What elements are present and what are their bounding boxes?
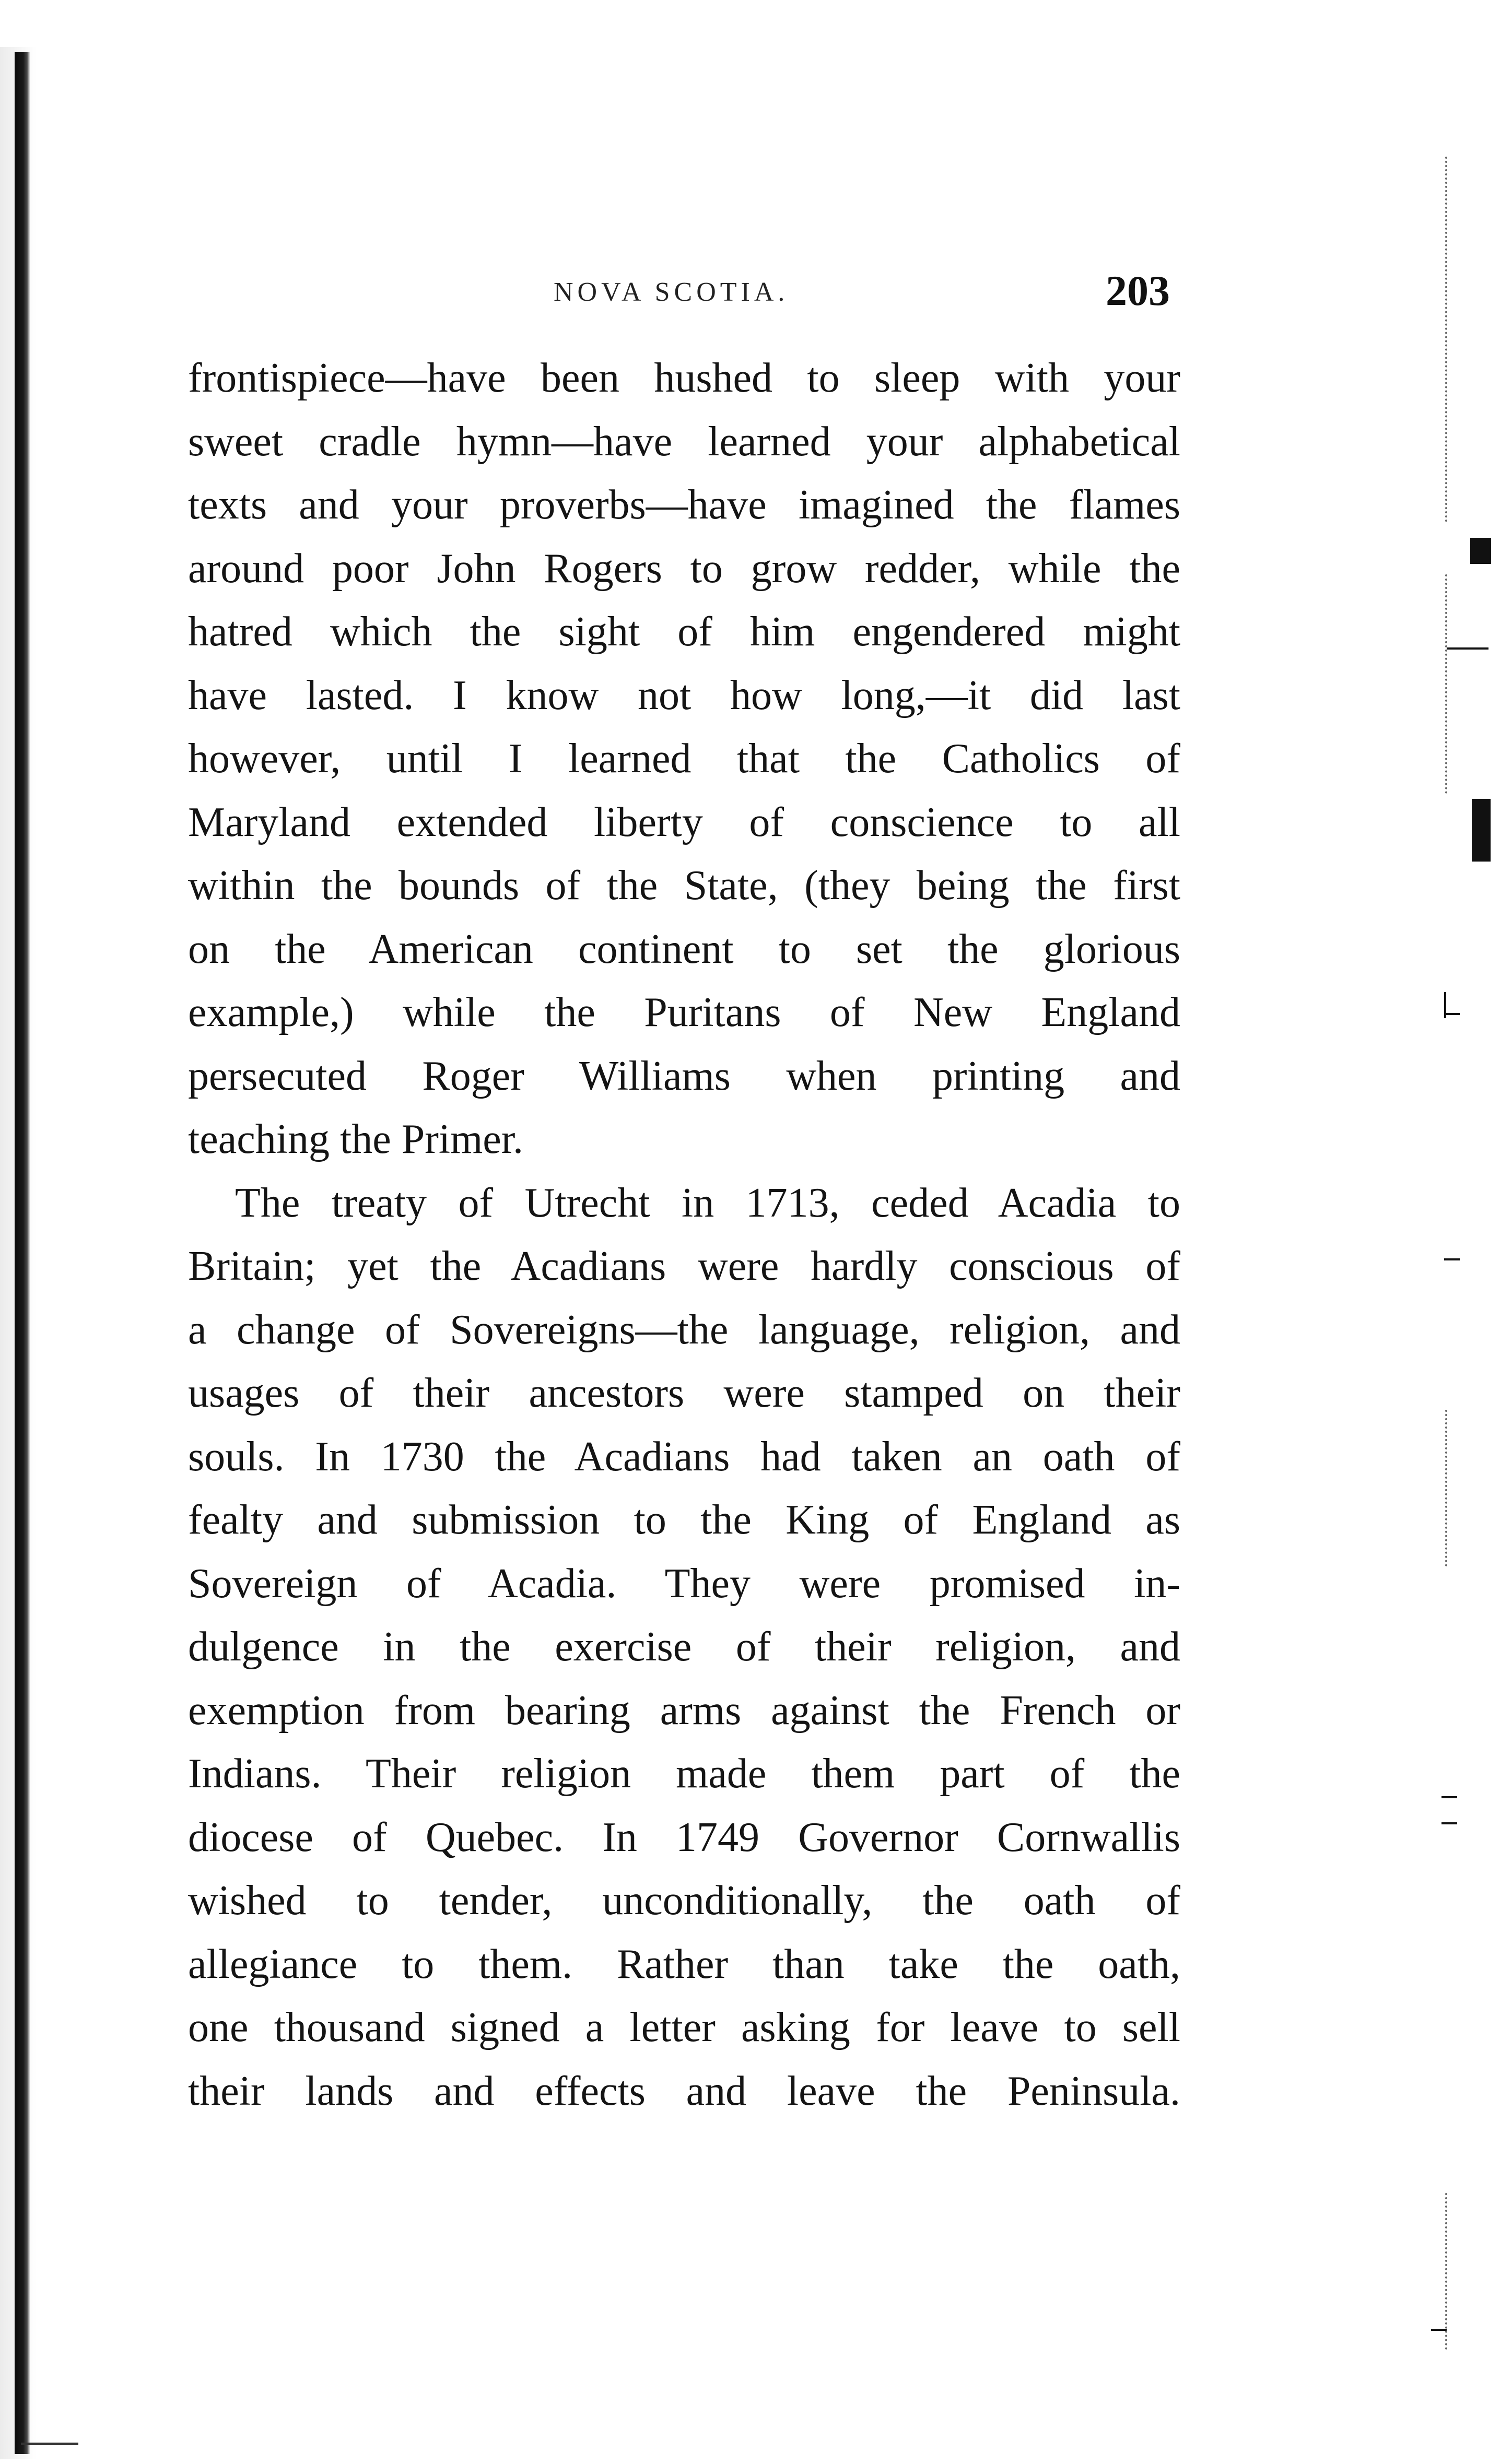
text-line: around poor John Rogers to grow redder, while the [188,545,1180,592]
text-line: within the bounds of the State, (they being the first [188,863,1180,909]
bottom-edge-mark [21,2443,78,2445]
text-line: persecuted Roger Williams when printing and [188,1053,1180,1099]
scan-dots [1445,1410,1449,1566]
page-number: 203 [1106,267,1170,314]
text-line: Indians. Their religion made them part of the [188,1751,1180,1797]
text-line: usages of their ancestors were stamped on their [188,1370,1180,1416]
scan-artifact [1472,799,1491,862]
paragraph [188,347,1180,1172]
text-line: frontispiece—have been hushed to sleep with your [188,355,1180,401]
text-line: one thousand signed a letter asking for leave to sell [188,2005,1180,2050]
text-line: their lands and effects and leave the Peninsula. [188,2068,1180,2114]
text-line: diocese of Quebec. In 1749 Governor Cornwallis [188,1814,1180,1860]
text-line: a change of Sovereigns—the language, religion, and [188,1306,1180,1353]
scan-artifact [1444,1013,1460,1015]
scan-artifact [1441,1796,1457,1798]
text-line: sweet cradle hymn—have learned your alphabetical [188,418,1180,465]
scan-dots [1445,574,1449,794]
scan-artifact [1470,538,1491,564]
text-line: Sovereign of Acadia. They were promised in- [188,1560,1180,1607]
paragraph [188,1172,1180,2124]
scan-artifact [1431,2329,1447,2331]
running-head: NOVA SCOTIA. [554,277,789,307]
text-line: exemption from bearing arms against the French or [188,1687,1180,1734]
text-line: The treaty of Utrecht in 1713, ceded Acadia to [235,1180,1180,1226]
text-line: fealty and submission to the King of England as [188,1497,1180,1543]
text-line: souls. In 1730 the Acadians had taken an oath of [188,1433,1180,1480]
text-line: Britain; yet the Acadians were hardly conscious of [188,1243,1180,1289]
text-line: however, until I learned that the Catholics of [188,736,1180,782]
text-line: have lasted. I know not how long,—it did last [188,672,1180,718]
text-line: on the American continent to set the glorious [188,926,1180,972]
scan-artifact [1441,1822,1457,1824]
text-line: wished to tender, unconditionally, the oath of [188,1878,1180,1924]
text-line: example,) while the Puritans of New England [188,989,1180,1035]
binding-edge [15,52,30,2454]
text-line: allegiance to them. Rather than take the oath, [188,1941,1180,1987]
page-header [188,266,1170,324]
body-text [188,347,1180,2123]
text-line: teaching the Primer. [188,1116,524,1162]
text-line: Maryland extended liberty of conscience to all [188,799,1180,845]
scan-dots [1445,2193,1449,2350]
scan-dots [1445,157,1449,522]
text-line: dulgence in the exercise of their religion, and [188,1624,1180,1670]
scan-artifact [1447,647,1488,650]
scan-artifact [1444,1258,1460,1260]
text-line: texts and your proverbs—have imagined the flames [188,482,1180,528]
text-line: hatred which the sight of him engendered might [188,609,1180,655]
